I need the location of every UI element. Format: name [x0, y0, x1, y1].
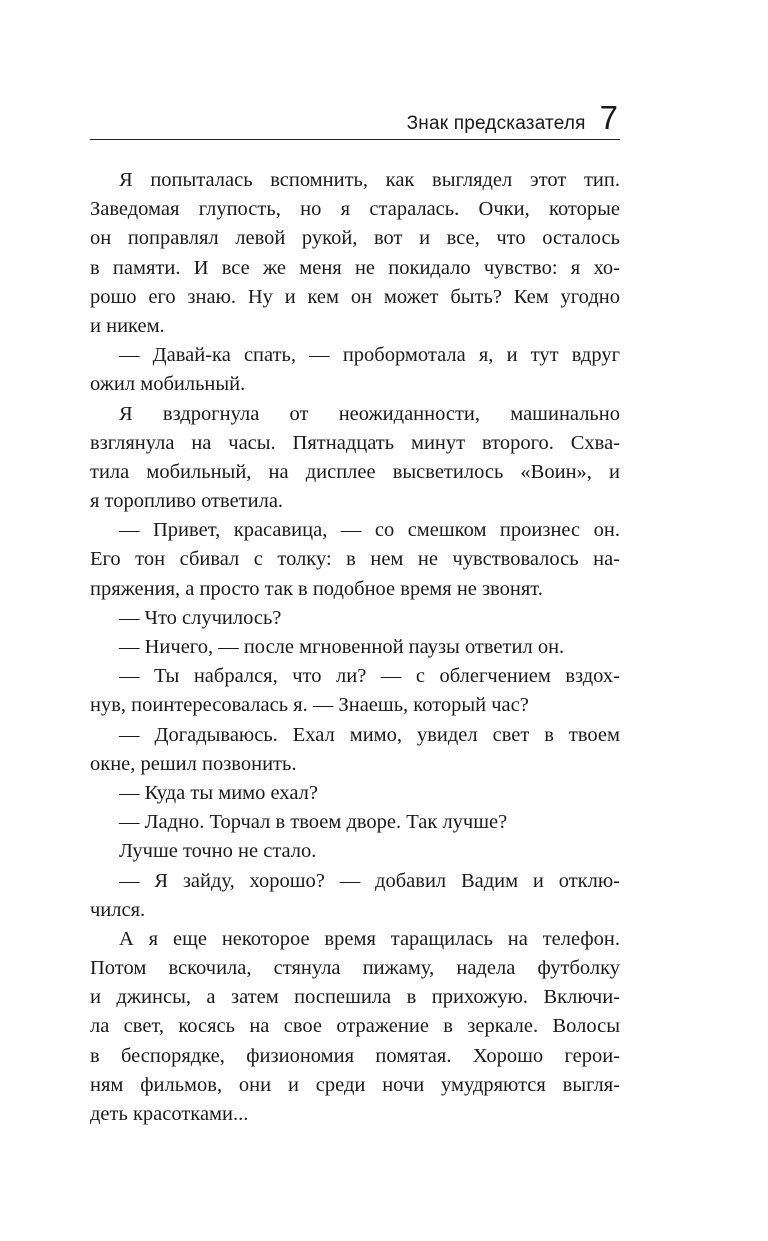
text-line: чился. [90, 898, 146, 921]
text-line: он поправлял левой рукой, вот и все, что осталось [90, 227, 620, 250]
text-line: Его тон сбивал с толку: в нем не чувствовалось на- [90, 548, 620, 571]
text-line: — Догадываюсь. Ехал мимо, увидел свет в твоем [119, 723, 620, 746]
text-line: Я попыталась вспомнить, как выглядел этот тип. [119, 169, 620, 191]
text-line: пряжения, а просто так в подобное время не звонят. [90, 577, 543, 600]
text-line: Я вздрогнула от неожиданности, машинально [119, 402, 620, 425]
text-line: — Привет, красавица, — со смешком произнес он. [119, 519, 620, 542]
text-line: рошо его знаю. Ну и кем он может быть? Кем угодно [90, 285, 620, 308]
text-line: — Ничего, — после мгновенной паузы ответил он. [119, 636, 565, 658]
text-line: Заведомая глупость, но я старалась. Очки, которые [90, 198, 620, 221]
text-line: — Ладно. Торчал в твоем дворе. Так лучше? [119, 811, 508, 834]
running-title: Знак предсказателя [406, 113, 586, 134]
text-line: Потом вскочила, стянула пижаму, надела футболку [90, 957, 620, 980]
text-line: А я еще некоторое время таращилась на телефон. [119, 927, 620, 950]
text-line: и джинсы, а затем поспешила в прихожую. Включи- [90, 986, 620, 1009]
running-header [90, 98, 620, 140]
text-line: взглянула на часы. Пятнадцать минут второго. Схва- [90, 431, 620, 454]
text-line: — Куда ты мимо ехал? [119, 781, 318, 804]
text-line: ожил мобильный. [90, 373, 246, 396]
text-line: и никем. [90, 314, 165, 337]
text-line: в памяти. И все же меня не покидало чувство: я хо- [90, 256, 620, 279]
text-line: ням фильмов, они и среди ночи умудряются выгля- [90, 1073, 620, 1096]
text-line: нув, поинтересовалась я. — Знаешь, который час? [90, 694, 529, 717]
text-line: деть красотками... [90, 1103, 249, 1125]
text-line: — Ты набрался, что ли? — с облегчением вздох- [119, 665, 620, 688]
text-line: в беспорядке, физиономия помятая. Хорошо герои- [90, 1044, 620, 1067]
text-line: я торопливо ответила. [90, 490, 284, 513]
body-text [90, 166, 620, 1129]
text-line: тила мобильный, на дисплее высветилось «Воин», и [90, 460, 620, 483]
text-line: — Я зайду, хорошо? — добавил Вадим и отклю- [119, 869, 620, 892]
text-line: окне, решил позвонить. [90, 752, 297, 775]
text-line: — Что случилось? [119, 606, 282, 629]
text-line: — Давай-ка спать, — пробормотала я, и тут вдруг [119, 344, 620, 367]
page-number: 7 [599, 99, 618, 137]
text-line: ла свет, косясь на свое отражение в зеркале. Волосы [90, 1015, 620, 1038]
text-line: Лучше точно не стало. [119, 840, 317, 863]
